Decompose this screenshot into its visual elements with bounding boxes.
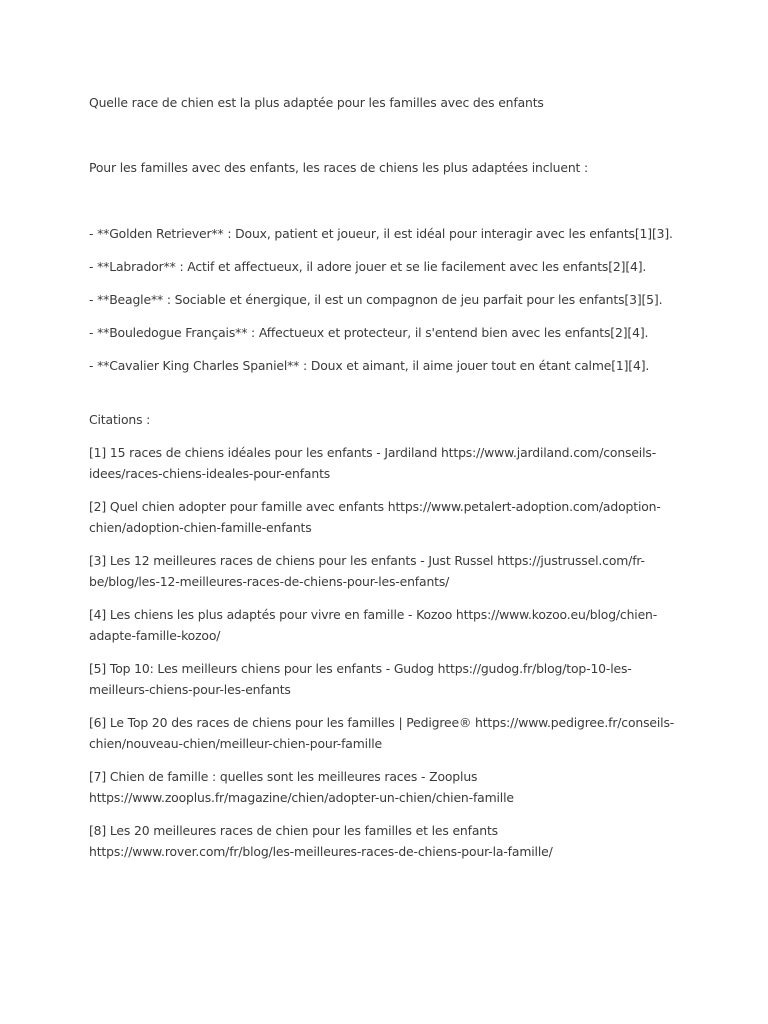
citation-line: [3] Les 12 meilleures races de chiens pour les enfants - Just Russel https://justrussel.com/fr- [89,553,645,568]
list-item: - **Cavalier King Charles Spaniel** : Doux et aimant, il aime jouer tout en étant calme[1][4]. [89,358,650,373]
list-item: - **Bouledogue Français** : Affectueux et protecteur, il s'entend bien avec les enfants[2][4]. [89,325,649,340]
citation-line: [7] Chien de famille : quelles sont les meilleures races - Zooplus [89,769,478,784]
intro-paragraph: Pour les familles avec des enfants, les races de chiens les plus adaptées incluent : [89,160,589,175]
citation-line: chien/adoption-chien-famille-enfants [89,520,312,535]
citation-item [89,496,689,538]
citation-item [89,550,689,592]
citation-line: [6] Le Top 20 des races de chiens pour les familles | Pedigree® https://www.pedigree.fr/conseils- [89,715,675,730]
citation-item [89,712,689,754]
citation-item [89,658,689,700]
citation-line: https://www.rover.com/fr/blog/les-meilleures-races-de-chiens-pour-la-famille/ [89,844,553,859]
list-item: - **Labrador** : Actif et affectueux, il adore jouer et se lie facilement avec les enfants[2][4]. [89,259,647,274]
citation-line: chien/nouveau-chien/meilleur-chien-pour-famille [89,736,382,751]
citation-line: adapte-famille-kozoo/ [89,628,221,643]
citation-line: meilleurs-chiens-pour-les-enfants [89,682,291,697]
citation-item [89,442,689,484]
citation-line: [1] 15 races de chiens idéales pour les enfants - Jardiland https://www.jardiland.com/conseils- [89,445,657,460]
citation-item [89,604,689,646]
list-item: - **Golden Retriever** : Doux, patient et joueur, il est idéal pour interagir avec les enfants[1][3]. [89,226,673,241]
citation-line: [2] Quel chien adopter pour famille avec enfants https://www.petalert-adoption.com/adoption- [89,499,661,514]
document-title: Quelle race de chien est la plus adaptée pour les familles avec des enfants [89,95,544,110]
citation-item [89,766,689,808]
citations-heading: Citations : [89,412,151,427]
citation-line: https://www.zooplus.fr/magazine/chien/adopter-un-chien/chien-famille [89,790,514,805]
citations-list [89,442,689,862]
citation-line: idees/races-chiens-ideales-pour-enfants [89,466,331,481]
citation-line: [4] Les chiens les plus adaptés pour vivre en famille - Kozoo https://www.kozoo.eu/blog/chien- [89,607,658,622]
breed-list [89,223,689,376]
citation-item [89,820,689,862]
citation-line: be/blog/les-12-meilleures-races-de-chiens-pour-les-enfants/ [89,574,450,589]
document-page [89,92,689,874]
citation-line: [8] Les 20 meilleures races de chien pour les familles et les enfants [89,823,498,838]
citation-line: [5] Top 10: Les meilleurs chiens pour les enfants - Gudog https://gudog.fr/blog/top-10-les- [89,661,632,676]
list-item: - **Beagle** : Sociable et énergique, il est un compagnon de jeu parfait pour les enfants[3][5]. [89,292,663,307]
